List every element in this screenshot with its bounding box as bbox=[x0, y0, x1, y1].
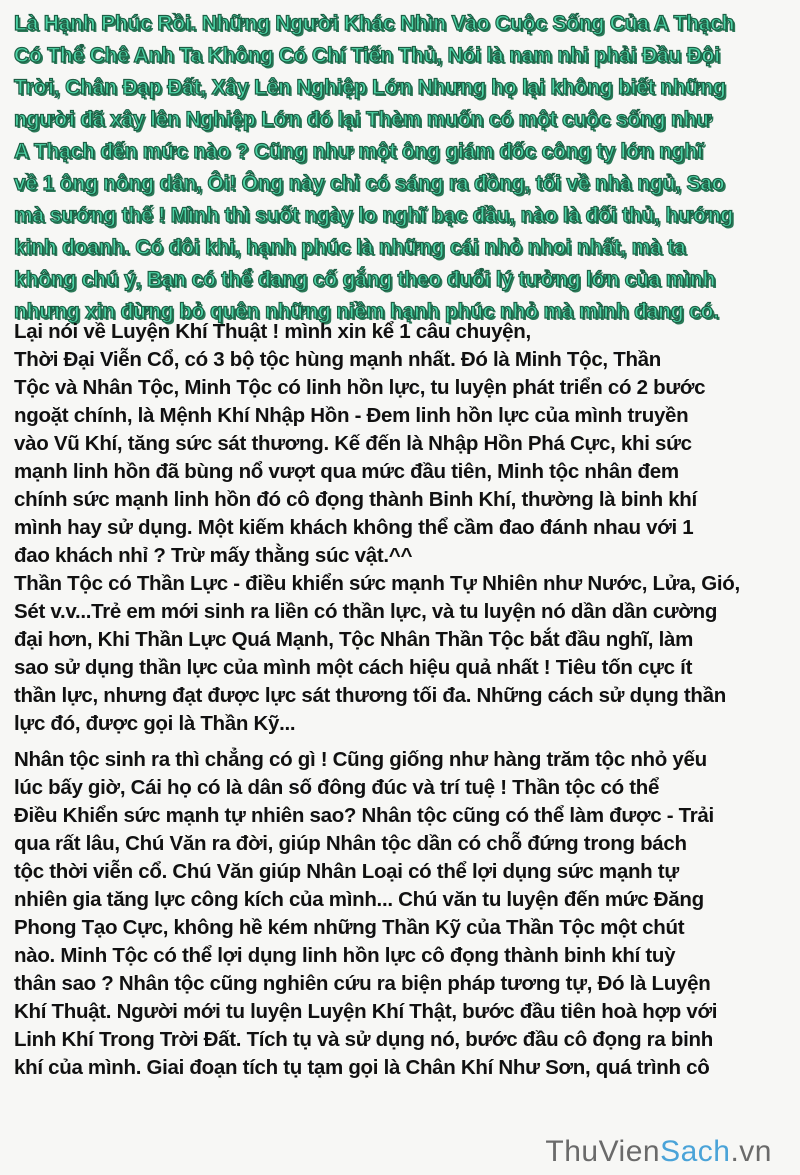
para2-line: đại hơn, Khi Thần Lực Quá Mạnh, Tộc Nhân Thần Tộc bắt đầu nghĩ, làm bbox=[14, 628, 694, 651]
watermark-domain: .vn bbox=[730, 1135, 772, 1168]
watermark-part1: ThuVien bbox=[545, 1135, 661, 1168]
para2-line: sao sử dụng thần lực của mình một cách hiệu quả nhất ! Tiêu tốn cực ít bbox=[14, 656, 693, 679]
para1-line: chính sức mạnh linh hồn đó cô đọng thành Binh Khí, thường là binh khí bbox=[14, 488, 697, 511]
intro_lines-line: Là Hạnh Phúc Rồi. Những Người Khác Nhìn Vào Cuộc Sống Của A Thạch bbox=[14, 12, 735, 35]
para2-line: Sét v.v...Trẻ em mới sinh ra liền có thần lực, và tu luyện nó dần dần cường bbox=[14, 600, 718, 623]
para3-line: Điều Khiển sức mạnh tự nhiên sao? Nhân tộc cũng có thể làm được - Trải bbox=[14, 804, 714, 827]
para3-line: nhiên gia tăng lực công kích của mình... Chú văn tu luyện đến mức Đăng bbox=[14, 888, 704, 911]
intro-highlighted-text bbox=[14, 8, 794, 328]
para2-line: thần lực, nhưng đạt được lực sát thương tối đa. Những cách sử dụng thần bbox=[14, 684, 726, 707]
para1-line: vào Vũ Khí, tăng sức sát thương. Kế đến là Nhập Hồn Phá Cực, khi sức bbox=[14, 432, 692, 455]
para3-line: lúc bấy giờ, Cái họ có là dân số đông đúc và trí tuệ ! Thần tộc có thể bbox=[14, 776, 660, 799]
intro_lines-line: người đã xây lên Nghiệp Lớn đó lại Thèm muốn có một cuộc sống như bbox=[14, 108, 712, 131]
para3-line: khí của mình. Giai đoạn tích tụ tạm gọi là Chân Khí Như Sơn, quá trình cô bbox=[14, 1056, 710, 1079]
para3-line: Phong Tạo Cực, không hề kém những Thần Kỹ của Thần Tộc một chút bbox=[14, 916, 685, 939]
para3-line: Linh Khí Trong Trời Đất. Tích tụ và sử dụng nó, bước đầu cô đọng ra binh bbox=[14, 1028, 713, 1051]
para3-line: thân sao ? Nhân tộc cũng nghiên cứu ra biện pháp tương tự, Đó là Luyện bbox=[14, 972, 711, 995]
para2-line: lực đó, được gọi là Thần Kỹ... bbox=[14, 712, 296, 735]
para3-line: qua rất lâu, Chú Văn ra đời, giúp Nhân tộc dần có chỗ đứng trong bách bbox=[14, 832, 687, 855]
para2-line: Thần Tộc có Thần Lực - điều khiển sức mạnh Tự Nhiên như Nước, Lửa, Gió, bbox=[14, 572, 740, 595]
para1-line: mạnh linh hồn đã bùng nổ vượt qua mức đầu tiên, Minh tộc nhân đem bbox=[14, 460, 679, 483]
intro_lines-line: kinh doanh. Có đôi khi, hạnh phúc là những cái nhỏ nhoi nhất, mà ta bbox=[14, 236, 686, 259]
para1-line: Tộc và Nhân Tộc, Minh Tộc có linh hồn lực, tu luyện phát triển có 2 bước bbox=[14, 376, 706, 399]
intro_lines-line: không chú ý, Bạn có thể đang cố gắng theo đuổi lý tưởng lớn của mình bbox=[14, 268, 716, 291]
para1-line: mình hay sử dụng. Một kiếm khách không thể cầm đao đánh nhau với 1 bbox=[14, 516, 694, 539]
paragraph-gap bbox=[14, 738, 800, 746]
para3-line: Nhân tộc sinh ra thì chẳng có gì ! Cũng giống như hàng trăm tộc nhỏ yếu bbox=[14, 748, 707, 771]
intro_lines-line: nhưng xin đừng bỏ quên những niềm hạnh phúc nhỏ mà mình đang có. bbox=[14, 300, 719, 323]
story-text bbox=[14, 318, 800, 1082]
watermark-part2: Sach bbox=[660, 1135, 731, 1168]
para1-line: đao khách nhỉ ? Trừ mấy thằng súc vật.^^ bbox=[14, 544, 413, 567]
para1-line: Thời Đại Viễn Cổ, có 3 bộ tộc hùng mạnh nhất. Đó là Minh Tộc, Thần bbox=[14, 348, 661, 371]
intro_lines-line: Trời, Chân Đạp Đất, Xây Lên Nghiệp Lớn Nhưng họ lại không biết những bbox=[14, 76, 726, 99]
para3-line: tộc thời viễn cổ. Chú Văn giúp Nhân Loại có thể lợi dụng sức mạnh tự bbox=[14, 860, 679, 883]
intro_lines-line: mà sướng thế ! Mình thì suốt ngày lo nghĩ bạc đầu, nào là đối thủ, hướng bbox=[14, 204, 734, 227]
intro_lines-line: về 1 ông nông dân, Ôi! Ông này chỉ có sáng ra đồng, tối về nhà ngủ, Sao bbox=[14, 172, 725, 195]
intro_lines-line: Có Thể Chê Anh Ta Không Có Chí Tiến Thủ, Nói là nam nhi phải Đầu Đội bbox=[14, 44, 720, 67]
watermark-logo bbox=[545, 1135, 772, 1169]
para1-line: ngoặt chính, là Mệnh Khí Nhập Hồn - Đem linh hồn lực của mình truyền bbox=[14, 404, 689, 427]
para3-line: Khí Thuật. Người mới tu luyện Luyện Khí Thật, bước đầu tiên hoà hợp với bbox=[14, 1000, 718, 1023]
para3-line: nào. Minh Tộc có thể lợi dụng linh hồn lực cô đọng thành binh khí tuỳ bbox=[14, 944, 676, 967]
para1-line: Lại nói về Luyện Khí Thuật ! mình xin kể 1 câu chuyện, bbox=[14, 320, 531, 343]
intro_lines-line: A Thạch đến mức nào ? Cũng như một ông giám đốc công ty lớn nghĩ bbox=[14, 140, 703, 163]
